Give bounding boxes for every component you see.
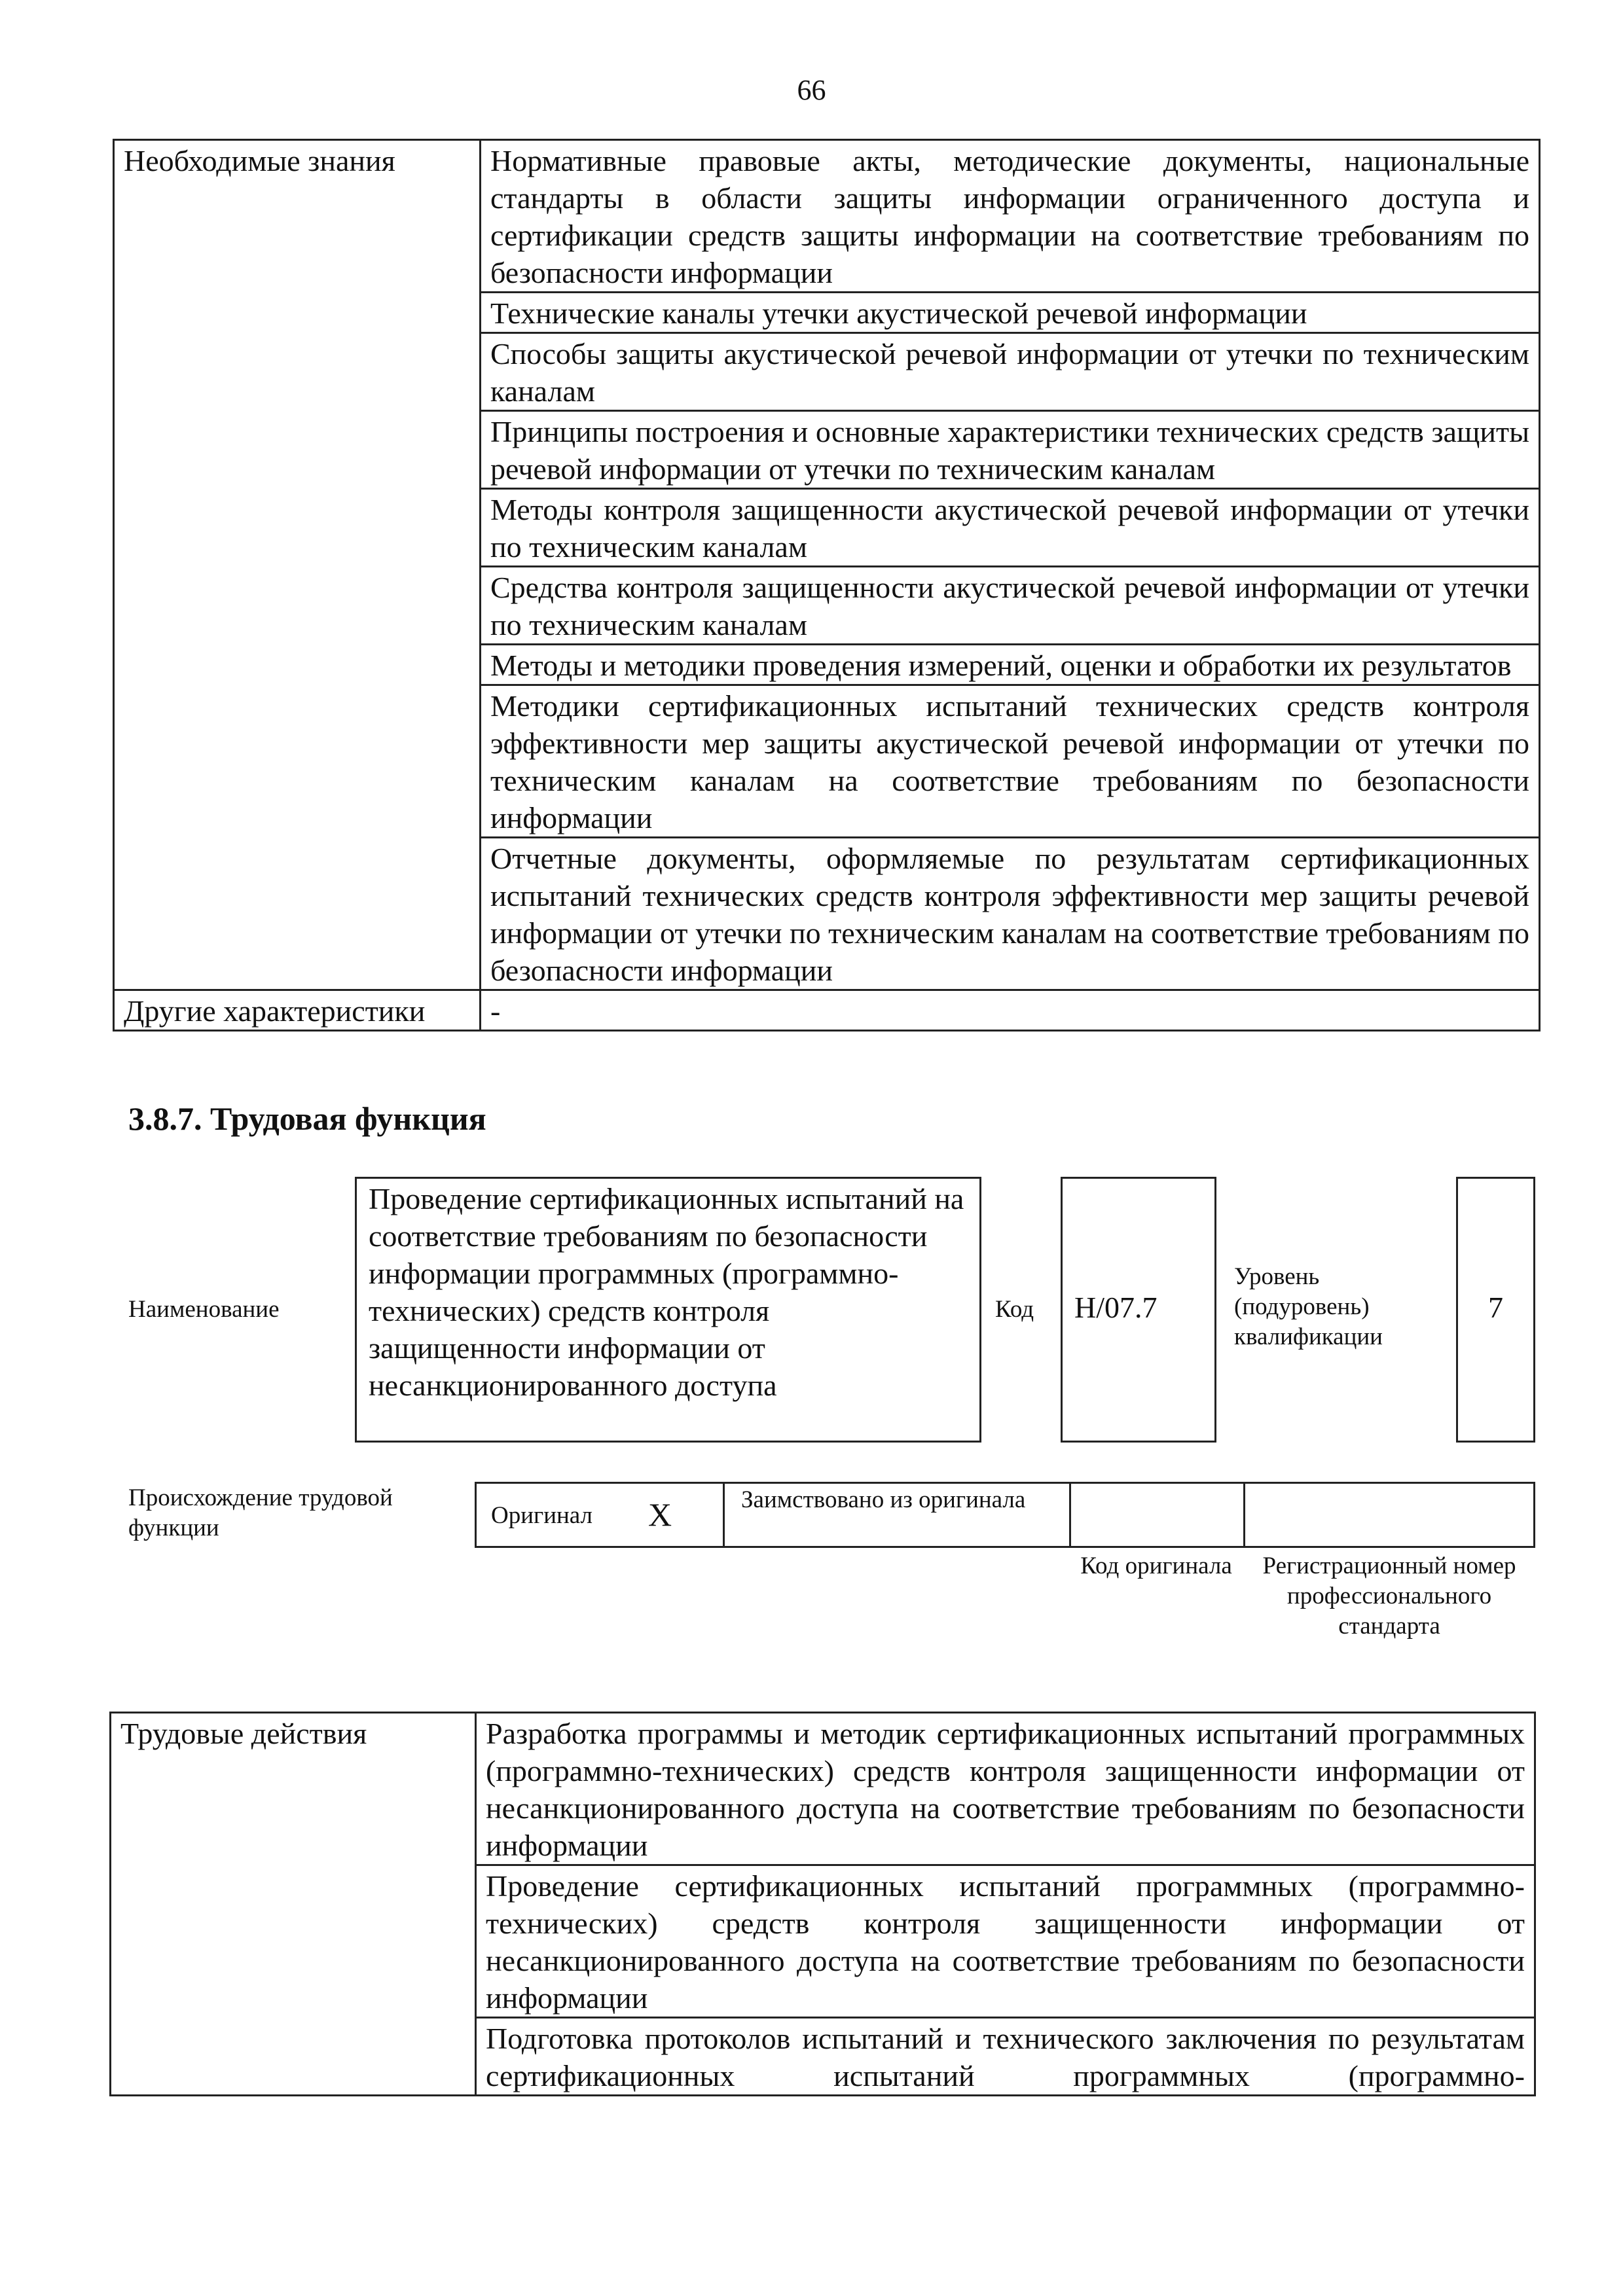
knowledge-item: Принципы построения и основные характеристики технических средств защиты речевой информации от утечки по техническим каналам <box>481 411 1540 489</box>
knowledge-item: Методы контроля защищенности акустической речевой информации от утечки по техническим каналам <box>481 489 1540 567</box>
knowledge-item: Методы и методики проведения измерений, оценки и обработки их результатов <box>481 645 1540 685</box>
knowledge-item: Отчетные документы, оформляемые по результатам сертификационных испытаний технических средств контроля эффективности мер защиты речевой информации от утечки по техническим каналам на соответствие требованиям по безопасности информации <box>481 838 1540 990</box>
action-item: Подготовка протоколов испытаний и технического заключения по результатам сертификационных испытаний программных (программно- <box>476 2018 1535 2096</box>
table-row <box>114 140 1540 293</box>
section-heading: 3.8.7. Трудовая функция <box>128 1100 486 1137</box>
actions-label: Трудовые действия <box>111 1713 476 2096</box>
borrowed-label: Заимствовано из оригинала <box>741 1486 1026 1513</box>
knowledge-table <box>113 139 1541 1031</box>
table-row <box>114 990 1540 1031</box>
code-original-caption: Код оригинала <box>1080 1552 1232 1579</box>
action-item: Разработка программы и методик сертификационных испытаний программных (программно-технических) средств контроля защищенности информации от несанкционированного доступа на соответствие требованиям по безопасности информации <box>476 1713 1535 1865</box>
original-mark: X <box>648 1496 672 1533</box>
origin-cell-original <box>477 1484 725 1546</box>
actions-table <box>109 1712 1536 2096</box>
level-value: 7 <box>1488 1291 1503 1324</box>
knowledge-item: Нормативные правовые акты, методические документы, национальные стандарты в области защиты информации ограниченного доступа и сертификации средств защиты информации на соответствие требованиям по безопасности информации <box>481 140 1540 293</box>
knowledge-label: Необходимые знания <box>114 140 481 990</box>
level-label: Уровень (подуровень) квалификации <box>1234 1263 1383 1350</box>
other-label: Другие характеристики <box>114 990 481 1031</box>
code-label: Код <box>995 1296 1034 1323</box>
origin-divider <box>1243 1484 1245 1546</box>
code-box <box>1061 1177 1216 1443</box>
page-number: 66 <box>797 74 826 106</box>
origin-divider <box>1069 1484 1071 1546</box>
knowledge-item: Средства контроля защищенности акустической речевой информации от утечки по техническим каналам <box>481 567 1540 645</box>
action-item: Проведение сертификационных испытаний программных (программно-технических) средств контроля защищенности информации от несанкционированного доступа на соответствие требованиям по безопасности информации <box>476 1865 1535 2018</box>
knowledge-item: Технические каналы утечки акустической речевой информации <box>481 293 1540 333</box>
name-label: Наименование <box>128 1296 280 1323</box>
knowledge-item: Методики сертификационных испытаний технических средств контроля эффективности мер защиты акустической речевой информации от утечки по техническим каналам на соответствие требованиям по безопасности информации <box>481 685 1540 838</box>
knowledge-item: Способы защиты акустической речевой информации от утечки по техническим каналам <box>481 333 1540 411</box>
level-box <box>1456 1177 1535 1443</box>
original-label: Оригинал <box>491 1502 593 1529</box>
table-row <box>111 1713 1535 1865</box>
code-value: H/07.7 <box>1074 1291 1158 1324</box>
origin-label: Происхождение трудовой функции <box>128 1484 393 1541</box>
other-value: - <box>481 990 1540 1031</box>
function-title: Проведение сертификационных испытаний на соответствие требованиям по безопасности информации программных (программно-технических) средств контроля защищенности информации от несанкционированного доступа <box>355 1177 981 1443</box>
origin-table <box>475 1482 1535 1548</box>
reg-number-caption: Регистрационный номер профессионального стандарта <box>1262 1552 1516 1640</box>
